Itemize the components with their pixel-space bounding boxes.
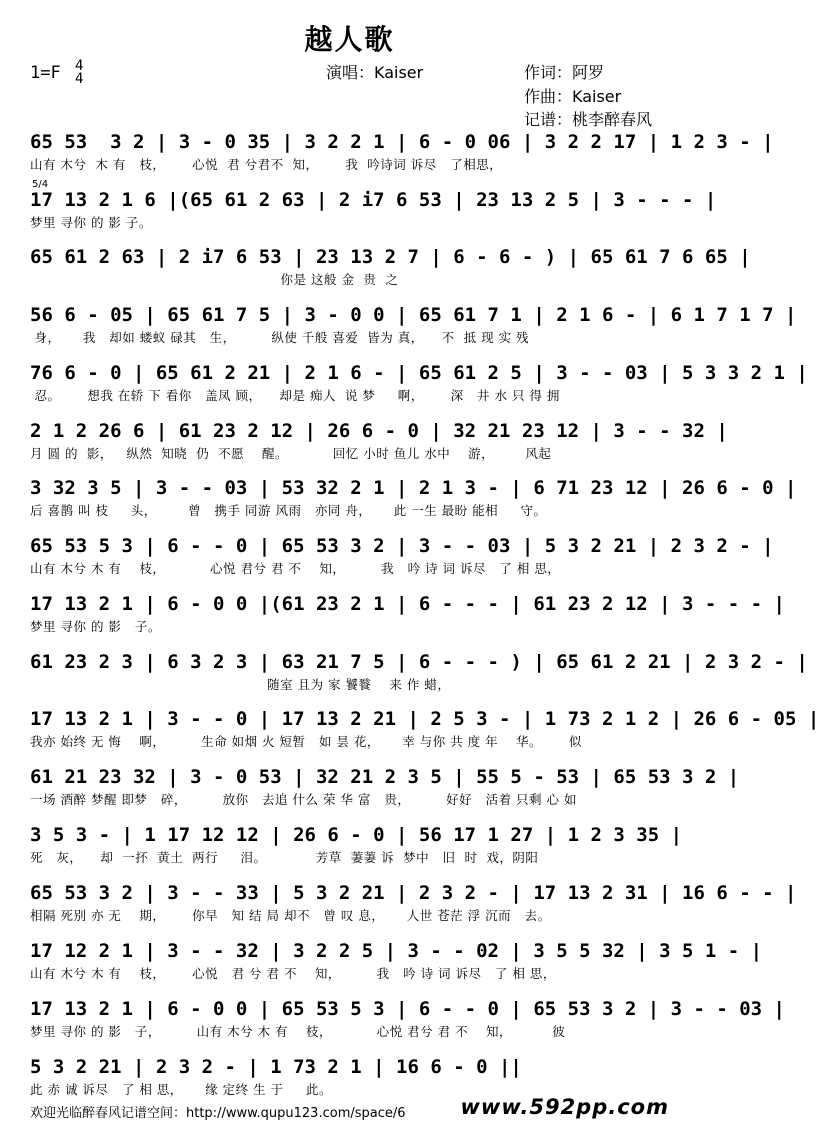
lyricist-credit: 作词：阿罗: [524, 63, 605, 82]
notation-line: 2 1 2 26 6 | 61 23 2 12 | 26 6 - 0 | 32 21 23 12 | 3 - - 32 |: [30, 420, 728, 442]
notation-line: 17 13 2 1 | 6 - 0 0 |(61 23 2 1 | 6 - - - | 61 23 2 12 | 3 - - - |: [30, 593, 785, 615]
footer-note: 欢迎光临醉春风记谱空间：http://www.qupu123.com/space/6: [30, 1106, 406, 1121]
notation-line: 3 5 3 - | 1 17 12 12 | 26 6 - 0 | 56 17 1 27 | 1 2 3 35 |: [30, 824, 683, 846]
lyrics-line: 山有 木兮 木 有 枝， 心悦 君 兮 君 不 知， 我 吟 诗 词 诉尽 了 相 思，: [30, 966, 556, 981]
lyrics-line: 梦里 寻你 的 影 子， 山有 木兮 木 有 枝， 心悦 君兮 君 不 知， 彼: [30, 1024, 566, 1039]
notation-line: 3 32 3 5 | 3 - - 03 | 53 32 2 1 | 2 1 3 - | 6 71 23 12 | 26 6 - 0 |: [30, 477, 797, 499]
notation-line: 17 13 2 1 | 3 - - 0 | 17 13 2 21 | 2 5 3 - | 1 73 2 1 2 | 26 6 - 05 |: [30, 708, 819, 730]
notation-line: 65 53 5 3 | 6 - - 0 | 65 53 3 2 | 3 - - 03 | 5 3 2 21 | 2 3 2 - |: [30, 535, 774, 557]
key-signature: [30, 60, 83, 86]
lyrics-line: 忍。 想我 在轿 下 看你 盖凤 顾， 却是 痴人 说 梦 啊， 深 井 水 只 得 拥: [30, 388, 560, 403]
notation-line: 65 53 3 2 | 3 - 0 35 | 3 2 2 1 | 6 - 0 06 | 3 2 2 17 | 1 2 3 - |: [30, 131, 774, 153]
lyrics-line: 月 圆 的 影， 纵然 知晓 仍 不愿 醒。 回忆 小时 鱼儿 水中 游， 风起: [30, 446, 552, 461]
lyrics-line: 山有 木兮 木 有 枝， 心悦 君兮 君 不 知， 我 吟 诗 词 诉尽 了 相 思，: [30, 561, 561, 576]
lyrics-line: 身， 我 却如 蝼蚁 碌其 生， 纵使 千般 喜爱 皆为 真， 不 抵 现 实 残: [30, 330, 530, 345]
time-signature-bottom: 4: [74, 71, 84, 87]
lyrics-line: 相隔 死别 亦 无 期， 你早 知 结 局 却不 曾 叹 息， 人世 苍茫 浮 沉而 去。: [30, 908, 551, 923]
key-label: 1=F: [30, 63, 61, 83]
site-watermark: www.592pp.com: [460, 1095, 669, 1119]
singer-credit: 演唱：Kaiser: [326, 63, 424, 82]
notation-line: 17 12 2 1 | 3 - - 32 | 3 2 2 5 | 3 - - 02 | 3 5 5 32 | 3 5 1 - |: [30, 940, 763, 962]
notation-line: 61 21 23 32 | 3 - 0 53 | 32 21 2 3 5 | 55 5 - 53 | 65 53 3 2 |: [30, 766, 740, 788]
lyrics-line: 我亦 始终 无 悔 啊， 生命 如烟 火 短暂 如 昙 花， 幸 与你 共 度 年 华。 似: [30, 734, 582, 749]
composer-credit: 作曲：Kaiser: [524, 87, 622, 106]
notation-line: 17 13 2 1 | 6 - 0 0 | 65 53 5 3 | 6 - - 0 | 65 53 3 2 | 3 - - 03 |: [30, 998, 785, 1020]
transcriber-credit: 记谱：桃李醉春风: [524, 110, 653, 129]
notation-line: 5 3 2 21 | 2 3 2 - | 1 73 2 1 | 16 6 - 0 ||: [30, 1056, 522, 1078]
lyrics-line: 后 喜鹊 叫 枝 头， 曾 携手 同游 风雨 亦同 舟， 此 一生 最盼 能相 守。: [30, 503, 547, 518]
lyrics-line: 死 灰， 却 一抔 黄土 两行 泪。 芳草 萋萋 诉 梦中 旧 时 戏，阴阳: [30, 850, 539, 865]
song-title: 越人歌: [304, 23, 395, 56]
notation-line: 61 23 2 3 | 6 3 2 3 | 63 21 7 5 | 6 - - - ) | 65 61 2 21 | 2 3 2 - |: [30, 651, 808, 673]
lyrics-line: 随室 且为 家 饕餮 来 作 蜡，: [30, 677, 451, 692]
time-signature: [75, 60, 83, 86]
lyrics-line: 一场 酒醉 梦醒 即梦 碎， 放你 去追 什么 荣 华 富 贵， 好好 活着 只剩 心 如: [30, 792, 577, 807]
notation-line: 65 53 3 2 | 3 - - 33 | 5 3 2 21 | 2 3 2 - | 17 13 2 31 | 16 6 - - |: [30, 882, 797, 904]
notation-line: 76 6 - 0 | 65 61 2 21 | 2 1 6 - | 65 61 2 5 | 3 - - 03 | 5 3 3 2 1 |: [30, 362, 808, 384]
notation-line: 65 61 2 63 | 2 i7 6 53 | 23 13 2 7 | 6 - 6 - ) | 65 61 7 6 65 |: [30, 246, 751, 268]
time-change-mark: 5/4: [32, 179, 49, 190]
lyrics-line: 此 赤 诚 诉尽 了 相 思， 缘 定终 生 于 此。: [30, 1082, 332, 1097]
lyrics-line: 山有 木兮 木 有 枝， 心悦 君 兮君不 知， 我 吟诗词 诉尽 了相思，: [30, 157, 503, 172]
notation-line: 17 13 2 1 6 |(65 61 2 63 | 2 i7 6 53 | 23 13 2 5 | 3 - - - |: [30, 189, 717, 211]
lyrics-line: 你是 这般 金 贵 之: [30, 272, 399, 287]
notation-line: 56 6 - 05 | 65 61 7 5 | 3 - 0 0 | 65 61 7 1 | 2 1 6 - | 6 1 7 1 7 |: [30, 304, 797, 326]
time-signature-top: 4: [74, 58, 84, 74]
lyrics-line: 梦里 寻你 的 影 子。: [30, 619, 161, 634]
lyrics-line: 梦里 寻你 的 影 子。: [30, 215, 152, 230]
